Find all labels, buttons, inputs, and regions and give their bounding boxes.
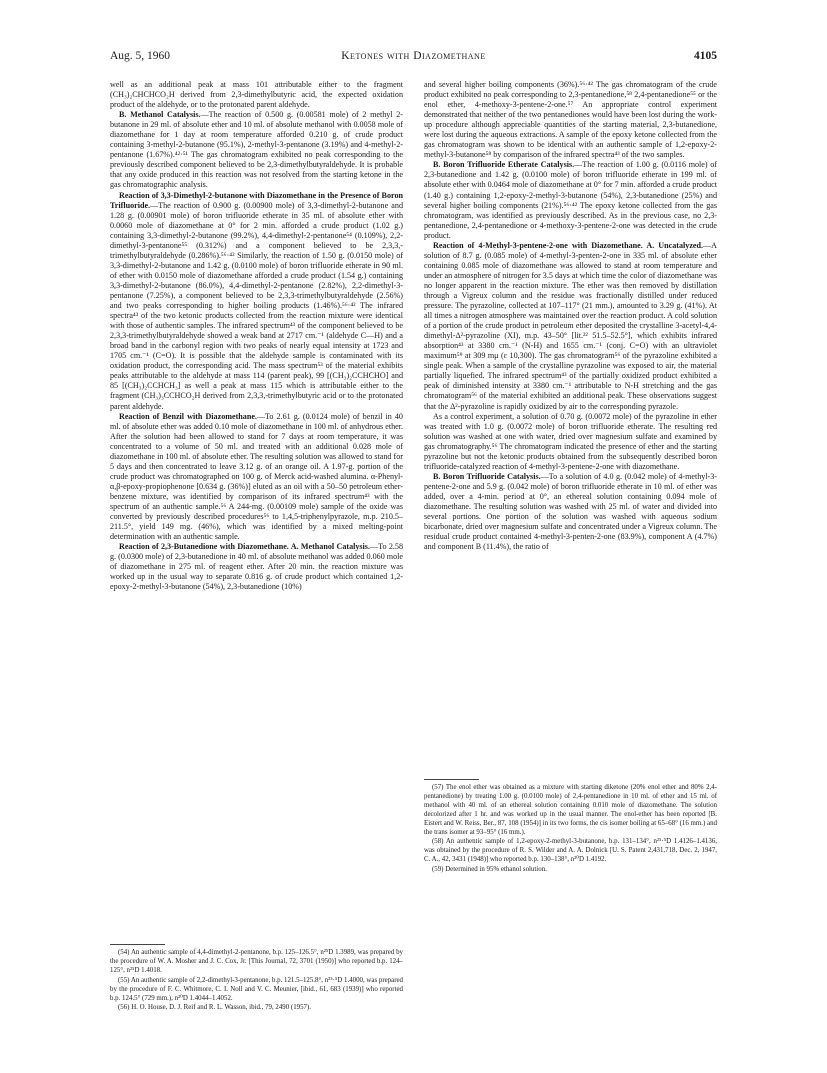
right-column bbox=[424, 80, 717, 552]
page-header bbox=[110, 50, 717, 68]
footnotes-left bbox=[110, 944, 403, 1014]
section-heading: Reaction of Benzil with Diazomethane. bbox=[119, 411, 257, 421]
footnote: (55) An authentic sample of 2,2-dimethyl-3-pentanone, b.p. 121.5–125.8°, n²⁵·⁵D 1.4000, was prepared by the procedure of F. C. Whitmore, C. I. Noll and V. C. Meunier, [ibid., 61, 683 (1939)] who reported b.p. 124.5° (729 mm.), n²⁰D 1.4044–1.4052. bbox=[110, 976, 403, 1002]
footnote: (58) An authentic sample of 1,2-epoxy-2-methyl-3-butanone, b.p. 131–134°, n²⁵·⁵D 1.4126–1.4136, was obtained by the procedure of R. S. Wilder and A. A. Dolnick [U. S. Patent 2,431,718, Dec. 2, 1947, C. A., 42, 3431 (1948)] who reported b.p. 130–138°, n²⁰D 1.4192. bbox=[424, 838, 717, 864]
footnote: (59) Determined in 95% ethanol solution. bbox=[432, 866, 547, 874]
section-heading: Reaction of 4-Methyl-3-pentene-2-one with Diazomethane. A. Uncatalyzed. bbox=[433, 240, 704, 250]
footnote-rule bbox=[110, 944, 165, 945]
page-number: 4105 bbox=[694, 50, 717, 62]
paragraph: Reaction of 3,3-Dimethyl-2-butanone with Diazomethane in the Presence of Boron Trifluoride.—The reaction of 0.900 g. (0.00900 mole) of 3,3-dimethyl-2-butanone and 1.28 g. (0.00901 mole) of boron trifluoride etherate in 35 ml. of absolute ether with 0.0060 mole of diazomethane at 0° for 2 min. afforded a crude product (1.02 g.) containing 3,3-dimethyl-2-butanone (99.2%), 4,4-dimethyl-2-pentanone⁵⁴ (0.109%), 2,2-dimethyl-3-pentanone⁵⁵ (0.312%) and a component believed to be 2,3,3,-trimethylbutyraldehyde (0.286%).⁵⁶·⁴² Similarly, the reaction of 1.50 g. (0.0150 mole) of 3,3-dimethyl-2-butanone and 1.42 g. (0.0100 mole) of boron trifluoride etherate in 90 ml. of ether with 0.0150 mole of diazomethane afforded a crude product (1.54 g.) containing 3,3-dimethyl-2-butanone (86.0%), 4,4-dimethyl-2-pentanone (2.82%), 2,2-dimethyl-3-pentanone (7.25%), a component believed to be 2,3,3-trimethylbutyraldehyde (2.56%) and two peaks corresponding to higher boiling products (1.46%).⁵⁶·⁴² The infrared spectra⁴³ of the two ketonic products collected from the reaction mixture were identical with those of authentic samples. The infrared spectrum⁴³ of the component believed to be 2,3,3-trimethylbutyraldehyde showed a weak band at 2717 cm.⁻¹ (aldehyde C—H) and a broad band in the carbonyl region with two peaks of nearly equal intensity at 1723 and 1705 cm.⁻¹ (C=O). It is possible that the aldehyde sample is contaminated with its oxidation product, the corresponding acid. The mass spectrum⁵³ of the material exhibits peaks attributable to the aldehyde at mass 114 (parent peak), 99 [(CH₃)₂CCHCHO] and 85 [(CH₃)₂CCHCH₃] as well a peak at mass 115 which is attributable either to the fragment (CH₃)₃CCHCO₂H derived from 2,3,3,-trimethylbutyric acid or to the protonated parent aldehyde. bbox=[110, 190, 403, 411]
paragraph: B. Methanol Catalysis.—The reaction of 0.500 g. (0.00581 mole) of 2 methyl 2-butanone in 29 ml. of absolute ether and 10 ml. of absolute methanol with 0.0058 mole of diazomethane for 1 day at room temperature afforded 0.210 g. of crude product containing 3-methyl-2-butanone (95.1%), 2-methyl-3-pentanone (3.19%) and 4-methyl-2-pentanone (1.67%).⁴²·⁵¹ The gas chromatogram exhibited no peak corresponding to the previously described component believed to be 2,3-dimethylbutyraldehyde. It is probable that any oxide produced in this reaction was not resolved from the starting ketone in the gas chromatographic analysis. bbox=[110, 110, 403, 190]
issue-date: Aug. 5, 1960 bbox=[110, 50, 171, 62]
paragraph: and several higher boiling components (36%).⁵⁶·⁴² The gas chromatogram of the crude product exhibited no peak corresponding to 2,3-pentanedione,⁵⁸ 2,4-pentanedione⁵⁵ or the enol ether, 4-methoxy-3-pentene-2-one.⁵⁷ An appropriate control experiment demonstrated that neither of the two pentanediones would have been lost during the work-up procedure although appreciable quantities of the starting material, 2,3-butanedione, were lost during the aqueous extractions. A sample of the epoxy ketone collected from the gas chromatogram was shown to be identical with an authentic sample of 1,2-epoxy-2-methyl-3-butanone⁵⁸ by comparison of the infrared spectra⁴³ of the two samples. bbox=[424, 80, 717, 160]
paragraph: Reaction of 2,3-Butanedione with Diazomethane. A. Methanol Catalysis.—To 2.58 g. (0.0300 mole) of 2,3-butanedione in 40 ml. of absolute methanol was added 0.060 mole of diazomethane in 275 ml. of reagent ether. After 20 min. the reaction mixture was worked up in the usual way to separate 0.816 g. of crude product which contained 1,2-epoxy-2-methyl-3-butanone (54%), 2,3-butanedione (10%) bbox=[110, 542, 403, 592]
running-title: Ketones with Diazomethane bbox=[341, 50, 486, 62]
left-column bbox=[110, 80, 403, 592]
section-heading: Reaction of 2,3-Butanedione with Diazomethane. A. Methanol Catalysis. bbox=[119, 542, 370, 552]
section-heading: B. Methanol Catalysis. bbox=[119, 110, 201, 120]
paragraph: Reaction of 4-Methyl-3-pentene-2-one with Diazomethane. A. Uncatalyzed.—A solution of 8.7 g. (0.085 mole) of 4-methyl-3-penten-2-one in 335 ml. of absolute ether containing 0.085 mole of diazomethane was allowed to stand at room temperature and under an atmosphere of nitrogen for 3.5 days at which time the color of diazomethane was no longer apparent in the reaction mixture. The ether was then removed by distillation through a Vigreux column and the residue was fractionally distilled under reduced pressure. The pyrazoline, collected at 107–117° (21 mm.), amounted to 3.29 g. (41%). At all times a nitrogen atmosphere was maintained over the reaction product. A cold solution of a portion of the crude product in petroleum ether deposited the crystalline 3-acetyl-4,4-dimethyl-Δ²-pyrazoline (XI), m.p. 43–50° [lit.²² 51.5–52.5°], which exhibits infrared absorption⁴³ at 3380 cm.⁻¹ (N-H) and 1655 cm.⁻¹ (conj. C=O) with an ultraviolet maximum⁵⁹ at 309 mμ (ε 10,300). The gas chromatogram⁵⁶ of the pyrazoline exhibited a single peak. When a sample of the crystalline pyrazoline was exposed to air, the material partially liquefied. The infrared spectrum⁴³ of the partially oxidized product exhibited a peak of diminished intensity at 3380 cm.⁻¹ attributable to N-H stretching and the gas chromatogram⁵⁶ of the material exhibited an additional peak. These observations suggest that the Δ²-pyrazoline is rapidly oxidized by air to the corresponding pyrazole. bbox=[424, 240, 717, 411]
footnotes-right bbox=[424, 779, 717, 876]
paragraph: B. Boron Trifluoride Catalysis.—To a solution of 4.0 g. (0.042 mole) of 4-methyl-3-pentene-2-one and 5.9 g. (0.042 mole) of boron trifluoride etherate in 10 ml. of ether was added, over a 4-min. period at 0°, an ethereal solution containing 0.094 mole of diazomethane. The resulting solution was washed with 25 ml. of water and divided into several portions. One portion of the solution was washed with aqueous sodium bicarbonate, dried over magnesium sulfate and concentrated under a Vigreux column. The residual crude product contained 4-methyl-3-penten-2-one (83.9%), component A (4.7%) and component B (11.4%), the ratio of bbox=[424, 471, 717, 552]
paragraph: well as an additional peak at mass 101 attributable either to the fragment (CH₃)₂CHCHCO₂H derived from 2,3-dimethylbutyric acid, the expected oxidation product of the aldehyde, or to the protonated parent aldehyde. bbox=[110, 80, 403, 110]
section-heading: B. Boron Trifluoride Etherate Catalysis. bbox=[433, 160, 575, 170]
paragraph: As a control experiment, a solution of 0.70 g. (0.0072 mole) of the pyrazoline in ether was treated with 1.0 g. (0.0072 mole) of boron trifluoride etherate. The resulting red solution was washed at one with water, dried over magnesium sulfate and examined by gas chromatography.⁵⁶ The chromatogram indicated the presence of ether and the starting pyrazoline but not the ketonic products obtained from the subsequently described boron trifluoride-catalyzed reaction of 4-methyl-3-pentene-2-one with diazomethane. bbox=[424, 411, 717, 471]
paragraph: Reaction of Benzil with Diazomethane.—To 2.61 g. (0.0124 mole) of benzil in 40 ml. of absolute ether was added 0.10 mole of diazomethane in 100 ml. of anhydrous ether. After the solution had been allowed to stand for 7 days at room temperature, it was concentrated to a volume of 50 ml. and treated with an additional 0.028 mole of diazomethane in 100 ml. of absolute ether. The resulting solution was allowed to stand for 5 days and then concentrated to leave 3.12 g. of an orange oil. A 1.97-g. portion of the crude product was chromatographed on 100 g. of Merck acid-washed alumina. α-Phenyl-α,β-epoxy-propiophenone [0.634 g. (36%)] eluted as an oil with a 50–50 petroleum ether-benzene mixture, was identified by comparison of its infrared spectrum⁴³ with the spectrum of an authentic sample.⁵⁶ A 244-mg. (0.00109 mole) sample of the oxide was converted by previously described procedures⁵⁶ to 1,4,5-triphenylpyrazole, m.p. 210.5–211.5°, yield 149 mg. (46%), which was identified by a mixed melting-point determination with an authentic sample. bbox=[110, 411, 403, 542]
paragraph: B. Boron Trifluoride Etherate Catalysis.—The reaction of 1.00 g. (0.0116 mole) of 2,3-butanedione and 1.42 g. (0.0100 mole) of boron trifluoride etherate in 199 ml. of absolute ether with 0.0464 mole of diazomethane at 0° for 7 min. afforded a crude product (1.40 g.) containing 1,2-epoxy-2-methyl-3-butanone (54%), 2,3-butanedione (25%) and several higher boiling components (21%).⁵⁶·⁴² The epoxy ketone collected from the gas chromatogram, was identified as previously described. As in the previous case, no 2,3-pentanedione, 2,4-pentanedione or 4-methoxy-3-pentene-2-one was detected in the crude product. bbox=[424, 160, 717, 240]
footnote: (56) H. O. House, D. J. Reif and R. L. Wasson, ibid., 79, 2490 (1957). bbox=[118, 1004, 312, 1012]
section-heading: Reaction of 3,3-Dimethyl-2-butanone with Diazomethane in the Presence of Boron Trifluoride. bbox=[110, 190, 403, 210]
footnote: (57) The enol ether was obtained as a mixture with starting diketone (20% enol ether and 80% 2,4-pentanedione) by treating 1.00 g. (0.0100 mole) of 2,4-pentanedione in 10 ml. of ether and 15 ml. of methanol with 40 ml. of an ethereal solution containing 0.010 mole of diazomethane. The solution decolorized after 1 hr. and was worked up in the usual manner. The enol-ether has been reported [B. Eistert and W. Reiss, Ber., 87, 108 (1954)] in its two forms, the cis isomer boiling at 65–68° (16 mm.) and the trans isomer at 93–95° (16 mm.). bbox=[424, 784, 717, 836]
section-heading: B. Boron Trifluoride Catalysis. bbox=[433, 471, 541, 481]
footnote-rule bbox=[424, 779, 479, 780]
footnote: (54) An authentic sample of 4,4-dimethyl-2-pentanone, b.p. 125–126.5°, n²⁵D 1.3989, was prepared by the procedure of W. A. Mosher and J. C. Cox, Jr. [This Journal, 72, 3701 (1950)] who reported b.p. 124–125°, n²⁵D 1.4018. bbox=[110, 949, 403, 974]
